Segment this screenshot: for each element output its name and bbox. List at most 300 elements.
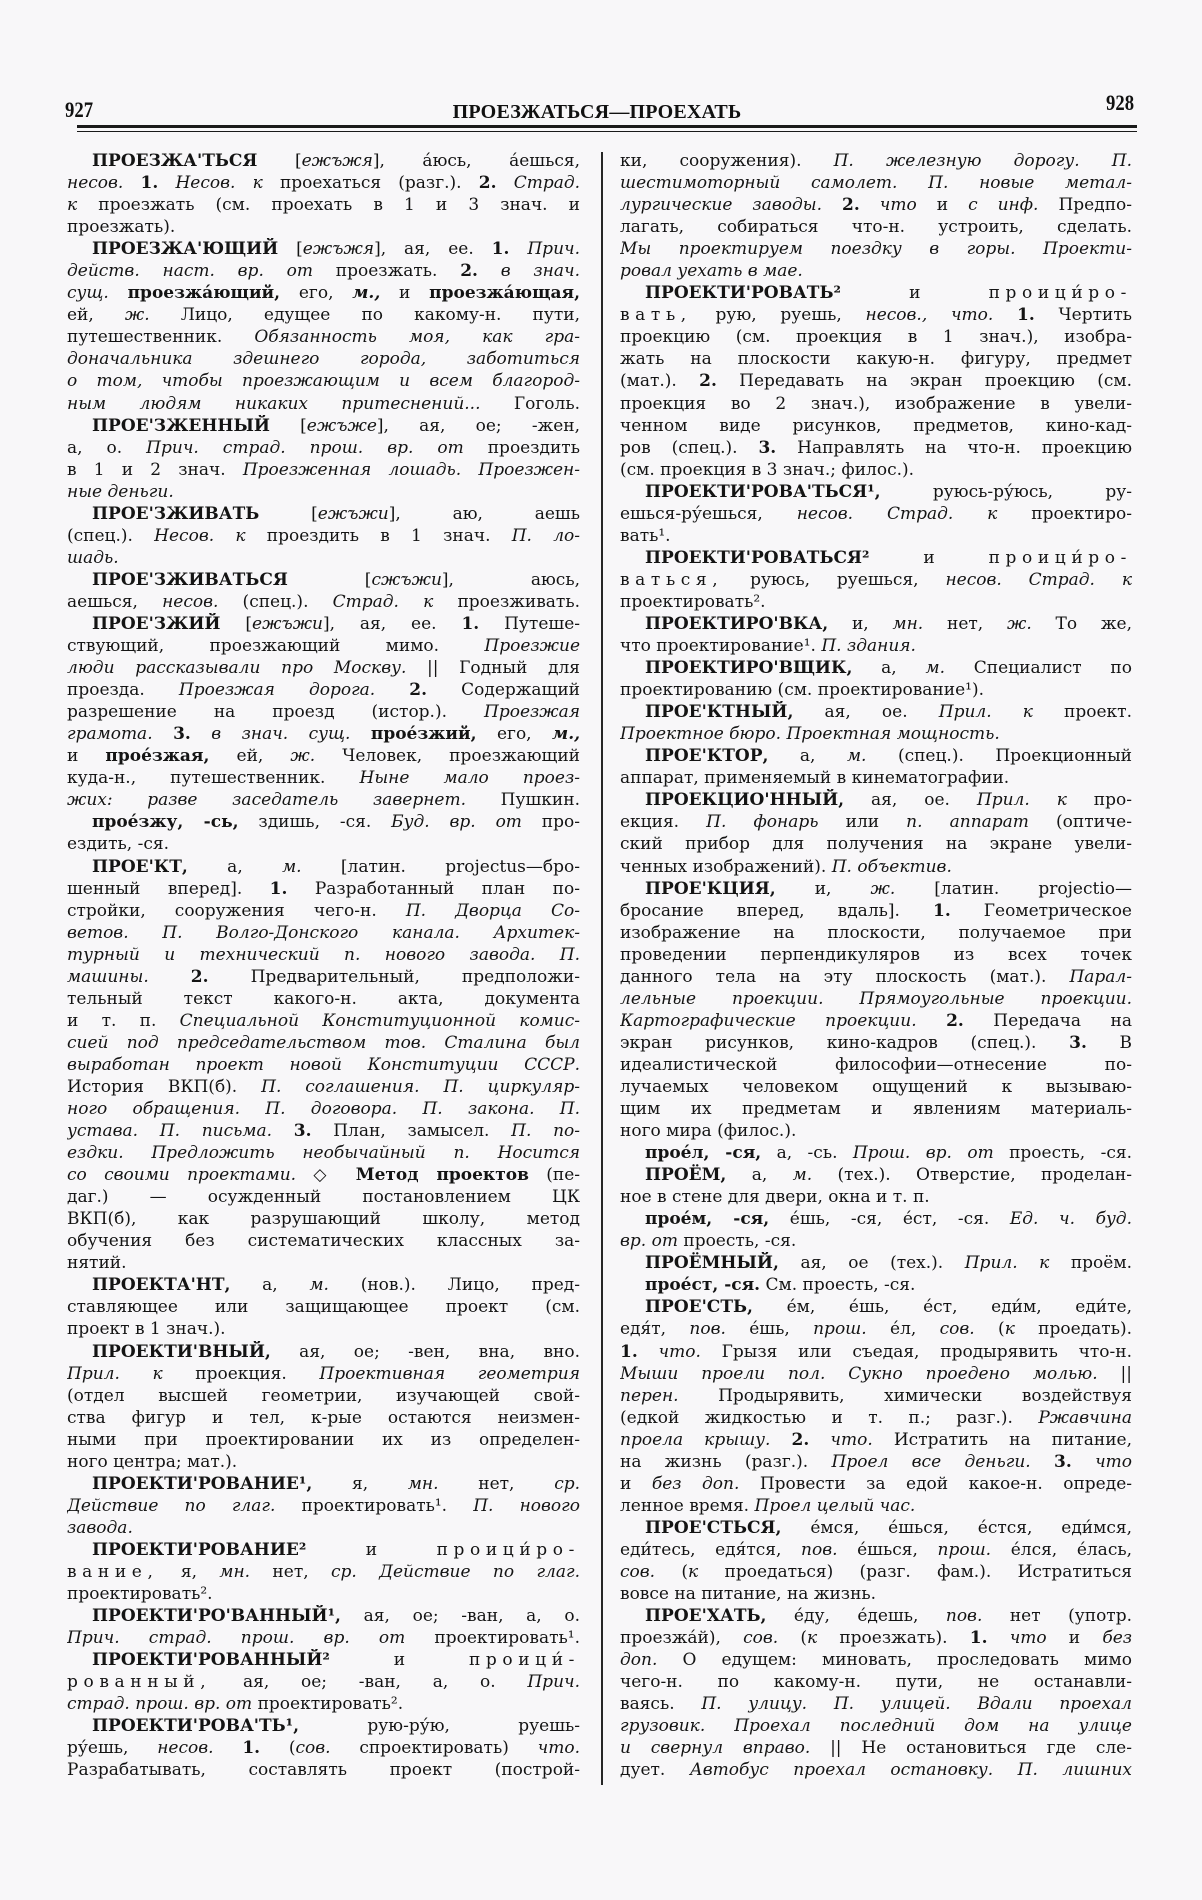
text-run: проектировать².	[620, 591, 766, 612]
text-run: проекция.	[162, 1363, 320, 1384]
text-run: Разрабатывать, составлять проект (построй-	[67, 1760, 580, 1781]
text-run	[638, 1342, 659, 1362]
italic-text-run: Страд.	[513, 173, 580, 194]
text-run: и т. п.	[67, 1010, 180, 1031]
entry-first-line	[620, 613, 1132, 635]
italic-text-run: Несов. к	[154, 525, 246, 546]
text-line	[67, 1252, 580, 1274]
spaced-text-run: проици́ро-	[988, 283, 1132, 304]
text-run: или	[818, 812, 907, 833]
text-run: ное в стене для двери, окна и т. п.	[620, 1187, 930, 1208]
column-divider	[601, 152, 603, 1785]
text-line	[67, 723, 580, 745]
bold-text-run: ПРОЕКТИ'РОВА'ТЬ¹,	[92, 1716, 300, 1737]
italic-text-run: о том, чтобы проезжающим и всем благород-	[67, 371, 580, 392]
text-run: Чертить	[1034, 305, 1132, 326]
text-run: лагать, собираться что-н. устроить, сделать.	[620, 217, 1132, 238]
text-run: Путеше-	[479, 613, 580, 634]
italic-text-run: сов.	[295, 1738, 331, 1759]
text-run: ||	[1097, 1363, 1132, 1384]
text-run: ру́ешь,	[67, 1738, 158, 1759]
italic-text-run: грамота.	[67, 724, 153, 745]
text-run: а, о.	[67, 437, 147, 458]
entry-first-line	[620, 878, 1132, 900]
text-run: проезжа́й),	[620, 1628, 744, 1649]
text-line	[620, 1407, 1132, 1429]
entry-first-line	[67, 503, 580, 525]
italic-text-run: П. нового	[473, 1495, 580, 1516]
left-page-number: 927	[65, 97, 94, 122]
text-line	[67, 900, 580, 922]
spaced-text-run: рованный,	[67, 1672, 212, 1693]
text-run: ствующий, проезжающий мимо.	[67, 636, 485, 657]
bold-text-run: 1.	[269, 878, 288, 899]
entry-first-line	[67, 1539, 580, 1561]
text-run: проекцию (см. проекция в 1 знач.), изобра-	[620, 327, 1132, 348]
italic-text-run: Проел все деньги.	[831, 1451, 1031, 1472]
italic-text-run: мн.	[892, 613, 924, 634]
text-line	[67, 1120, 580, 1142]
entry-first-line	[620, 1252, 1132, 1274]
italic-text-run: прош.	[937, 1539, 992, 1560]
text-line	[620, 393, 1132, 415]
spaced-text-run: проици́ро-	[436, 1539, 580, 1560]
italic-text-run: Проективная геометрия	[319, 1363, 580, 1384]
text-run: || Годный для	[406, 658, 580, 679]
text-line	[67, 657, 580, 679]
text-run: аешься,	[67, 591, 163, 612]
italic-text-run: ного обращения. П. договора. П. закона. П.	[67, 1099, 580, 1120]
text-run: проектированию (см. проектирование¹).	[620, 680, 985, 701]
spaced-text-run: проици́-	[468, 1650, 580, 1671]
text-line	[67, 1054, 580, 1076]
text-line	[67, 1164, 580, 1186]
italic-text-run: ежъжя	[301, 151, 373, 171]
entry-first-line	[67, 415, 580, 437]
entry-first-line	[67, 569, 580, 591]
text-run: его,	[476, 724, 553, 745]
text-run: ], а́юсь, а́ешься,	[372, 151, 580, 171]
bold-text-run: 1.	[1017, 305, 1035, 326]
text-run: ая, ое.	[793, 702, 939, 723]
italic-text-run: Прош. вр. от	[852, 1143, 994, 1164]
text-run: проездить в 1 знач.	[245, 525, 512, 546]
bold-text-run: ПРОЁМНЫЙ,	[645, 1253, 779, 1274]
text-run: проезжать (см. проехать в 1 и 3 знач. и	[77, 195, 580, 216]
text-run: проезжать).	[817, 1628, 970, 1649]
text-run: проезда.	[67, 680, 179, 701]
text-line	[620, 1737, 1132, 1759]
text-run	[214, 1738, 243, 1758]
italic-text-run: сией под председательством тов. Сталина был	[67, 1032, 580, 1053]
text-run: Провести за едой какое-н. опреде-	[739, 1473, 1132, 1494]
italic-text-run: п. аппарат	[906, 812, 1029, 833]
text-run: е́мся, е́шься, е́стся, еди́мся,	[781, 1517, 1132, 1538]
italic-text-run: с инф.	[968, 195, 1039, 216]
italic-text-run: машины.	[67, 966, 149, 987]
text-line	[67, 1230, 580, 1252]
bold-text-run: ПРОЕКТИ'РОВАТЬСЯ²	[645, 547, 870, 568]
text-run: шенный вперед].	[67, 878, 270, 899]
text-run: проектиро-	[997, 503, 1132, 524]
bold-text-run: 2.	[460, 261, 478, 282]
italic-text-run: сов.	[620, 1562, 656, 1582]
bold-text-run: проезжа́ющая,	[429, 283, 580, 304]
text-run: [	[257, 151, 302, 171]
text-line	[620, 1473, 1132, 1495]
text-run: я,	[158, 1562, 220, 1582]
italic-text-run: в знач.	[500, 261, 580, 282]
bold-text-run: проезжа́ющий,	[127, 283, 281, 304]
bold-text-run: прое́л, -ся,	[645, 1143, 762, 1164]
italic-text-run: перен.	[620, 1385, 679, 1406]
text-run: Истратить на питание,	[872, 1429, 1132, 1450]
italic-text-run: несов., что.	[865, 305, 994, 326]
text-line	[67, 1407, 580, 1429]
italic-text-run: Ныне мало проез-	[359, 768, 580, 789]
italic-text-run: сов.	[939, 1319, 975, 1340]
text-line	[620, 216, 1132, 238]
italic-text-run: Прил. к	[67, 1363, 163, 1384]
italic-text-run: Действие по глаг.	[67, 1495, 276, 1516]
text-line	[67, 1363, 580, 1385]
text-run: рую-ру́ю, руешь-	[299, 1716, 580, 1737]
italic-text-run: устава. П. письма.	[67, 1121, 273, 1142]
bold-text-run: 2.	[409, 680, 428, 701]
italic-text-run: к	[67, 195, 78, 216]
text-run: тельный текст какого-н. акта, документа	[67, 988, 580, 1009]
entry-first-line	[67, 856, 580, 878]
text-run: (спец.). Проекционный	[866, 746, 1132, 767]
text-line	[67, 216, 580, 238]
italic-text-run: Проезжая	[484, 702, 580, 723]
italic-text-run: шадь.	[67, 547, 119, 568]
italic-text-run: что	[1009, 1628, 1047, 1649]
text-line	[67, 1627, 580, 1649]
text-run: ая, ое.	[844, 790, 977, 811]
text-line	[67, 172, 580, 194]
bold-text-run: 2.	[791, 1429, 810, 1450]
entry-first-line	[620, 1274, 1132, 1296]
text-run: (спец.).	[218, 591, 333, 612]
text-run: жать на плоскости какую-н. фигуру, предмет	[620, 349, 1132, 370]
text-run: ], аюсь,	[441, 569, 580, 590]
text-run: ], ая, ое; -жен,	[376, 415, 580, 436]
text-line	[67, 1186, 580, 1208]
bold-text-run: ПРОЕКЦИО'ННЫЙ,	[645, 790, 845, 811]
entry-first-line	[67, 150, 580, 172]
text-run: [	[278, 239, 303, 260]
text-run: едя́т,	[620, 1319, 690, 1340]
text-run: е́шься,	[837, 1539, 938, 1560]
text-line	[620, 1032, 1132, 1054]
text-line	[67, 1759, 580, 1781]
italic-text-run: П. ло-	[511, 525, 580, 546]
text-run: Направлять на что-н. проекцию	[776, 437, 1132, 458]
text-line	[67, 547, 580, 569]
text-run: ], ая, ее.	[374, 239, 492, 260]
bold-text-run: ПРОЕ'КТОР,	[645, 746, 769, 767]
italic-text-run: сов.	[743, 1628, 779, 1649]
text-run: (см. проекция в 3 знач.; филос.).	[620, 459, 915, 480]
italic-text-run: Прил. к	[938, 702, 1033, 723]
italic-text-run: П. фонарь	[706, 812, 819, 833]
italic-text-run: ные деньги.	[67, 481, 174, 502]
text-line	[620, 1230, 1132, 1252]
italic-text-run: Ржавчина	[1038, 1407, 1132, 1428]
text-line	[67, 1098, 580, 1120]
text-run: (едкой жидкостью и т. п.; разг.).	[620, 1407, 1039, 1428]
text-run: (отдел высшей геометрии, изучающей свой-	[67, 1385, 580, 1406]
italic-text-run: Картографические проекции.	[620, 1010, 917, 1031]
text-run	[770, 1430, 791, 1450]
entry-first-line	[620, 1517, 1132, 1539]
entry-first-line	[620, 481, 1132, 503]
text-run: проедать).	[1014, 1319, 1132, 1340]
italic-text-run: к	[1004, 1319, 1015, 1340]
text-run: и	[380, 283, 430, 304]
italic-text-run: ежъжи	[317, 503, 389, 524]
bold-text-run: 1.	[140, 173, 159, 194]
italic-text-run: проела крышу.	[620, 1429, 771, 1450]
text-run: [	[220, 613, 253, 634]
italic-text-run: Прич. страд. прош. вр. от	[67, 1628, 406, 1649]
text-line	[620, 525, 1132, 547]
italic-text-run: ср. Действие по глаг.	[331, 1562, 580, 1582]
italic-text-run: П. улицу. П. улицей. Вдали проехал	[701, 1694, 1132, 1715]
text-run: путешественник.	[67, 327, 255, 348]
text-run: проект в 1 знач.).	[67, 1319, 226, 1340]
italic-text-run: к	[806, 1628, 818, 1649]
bold-text-run: ПРОЕКТИРО'ВЩИК,	[645, 658, 853, 679]
text-run: и	[329, 1650, 469, 1671]
text-run: аппарат, применяемый в кинематографии.	[620, 768, 1010, 789]
italic-text-run: м.	[925, 658, 945, 679]
italic-text-run: что.	[830, 1429, 873, 1450]
text-line	[620, 1054, 1132, 1076]
bold-text-run: прое́зжу, -сь,	[92, 812, 239, 833]
entry-first-line	[620, 1142, 1132, 1164]
text-line	[620, 1318, 1132, 1340]
text-line	[67, 1296, 580, 1318]
text-run: ая, ое; -ван, а, о.	[211, 1672, 528, 1693]
text-run: е́шь, -ся, е́ст, -ся.	[769, 1209, 1010, 1230]
text-line	[620, 348, 1132, 370]
text-run: разрешение на проезд (истор.).	[67, 702, 484, 723]
bold-text-run: 1.	[969, 1628, 988, 1649]
text-run: а,	[726, 1165, 793, 1186]
italic-text-run: Обязанность моя, как гра-	[254, 327, 580, 348]
italic-text-run: П. железную дорогу. П.	[833, 151, 1132, 171]
text-run	[809, 1430, 830, 1450]
text-line	[67, 194, 580, 216]
italic-text-run: что.	[658, 1341, 701, 1362]
bold-text-run: ПРОЕ'ЗЖЕННЫЙ	[92, 415, 270, 436]
text-line	[620, 635, 1132, 657]
text-line	[620, 966, 1132, 988]
bold-text-run: ПРОЕ'СТЬСЯ,	[645, 1517, 782, 1538]
italic-text-run: сжъжи	[371, 569, 442, 590]
text-run: ленное время.	[620, 1495, 755, 1516]
text-run: [латин. projectus—бро-	[301, 856, 580, 877]
spaced-text-run: вание,	[67, 1562, 159, 1582]
bold-text-run: прое́м, -ся,	[645, 1209, 770, 1230]
italic-text-run: ж.	[870, 878, 896, 899]
text-line	[620, 1539, 1132, 1561]
text-run: Специалист по	[945, 658, 1132, 679]
text-run: ей,	[67, 305, 125, 326]
text-line	[620, 1561, 1132, 1583]
bold-text-run: ПРОЕ'КЦИЯ,	[645, 878, 776, 899]
text-run: вать¹.	[620, 525, 671, 546]
entry-first-line	[67, 1605, 580, 1627]
text-line	[67, 789, 580, 811]
text-line	[620, 194, 1132, 216]
text-line	[67, 370, 580, 392]
entry-first-line	[620, 1296, 1132, 1318]
text-run: проездить	[463, 437, 580, 458]
text-run: То же,	[1031, 613, 1132, 634]
italic-text-run: м.	[846, 746, 867, 767]
text-line	[67, 304, 580, 326]
italic-text-run: Прич.	[527, 1672, 580, 1693]
text-run: е́м, е́шь, е́ст, еди́м, еди́те,	[752, 1297, 1132, 1318]
bold-text-run: ПРОЕ'КТ,	[92, 856, 188, 877]
text-line	[620, 1363, 1132, 1385]
text-run: ский прибор для получения на экране увели-	[620, 834, 1132, 855]
text-run: щим их предметам и явлениям материаль-	[620, 1099, 1132, 1120]
bold-text-run: ПРОЕЗЖА'ТЬСЯ	[92, 151, 258, 171]
bold-text-run: 1.	[620, 1341, 638, 1362]
text-line	[620, 238, 1132, 260]
text-run: и	[306, 1539, 437, 1560]
text-run	[149, 967, 191, 987]
text-line	[67, 459, 580, 481]
italic-text-run: и свернул вправо.	[620, 1738, 811, 1759]
bold-text-run: ПРОЕКТИ'РО'ВАННЫЙ¹,	[92, 1606, 341, 1627]
italic-text-run: ж.	[290, 746, 316, 767]
text-run	[158, 173, 175, 193]
italic-text-run: ж.	[124, 305, 150, 326]
bold-text-run: 1.	[461, 613, 480, 634]
entry-first-line	[67, 811, 580, 833]
text-run: лучаемых человеком ощущений к вызываю-	[620, 1076, 1132, 1097]
italic-text-run: что.	[537, 1738, 580, 1759]
italic-text-run: завода.	[67, 1517, 133, 1538]
text-line	[620, 591, 1132, 613]
italic-text-run: Специальной Конституционной комис-	[179, 1010, 580, 1031]
text-run: [	[269, 415, 307, 436]
text-run	[509, 239, 527, 259]
text-run: В	[1086, 1032, 1132, 1053]
entry-first-line	[620, 701, 1132, 723]
italic-text-run: мн.	[407, 1473, 439, 1494]
bold-text-run: 2.	[946, 1010, 964, 1031]
bold-italic-text-run: м.,	[552, 724, 580, 745]
italic-text-run: несов.	[67, 173, 124, 194]
italic-text-run: действ. наст. вр. от	[67, 261, 313, 282]
entry-first-line	[67, 1715, 580, 1737]
text-run: Предпо-	[1038, 195, 1132, 216]
italic-text-run: Автобус проехал остановку. П. лишних	[689, 1760, 1132, 1781]
text-run: проём.	[1049, 1253, 1132, 1274]
text-run	[109, 283, 128, 303]
bold-text-run: ПРОЕКТИ'РОВАТЬ²	[645, 283, 841, 304]
text-run: на жизнь (разг.).	[620, 1451, 832, 1472]
italic-text-run: Несов. к	[175, 173, 263, 194]
text-run: нет,	[250, 1562, 331, 1582]
text-run: и	[1046, 1628, 1103, 1649]
entry-first-line	[620, 282, 1132, 304]
text-run: Грызя или съедая, продырявить что-н.	[700, 1341, 1132, 1362]
text-line	[620, 172, 1132, 194]
italic-text-run: несов. Страд. к	[945, 569, 1132, 590]
text-run: проедаться) (разг. фам.). Истратиться	[698, 1562, 1132, 1582]
text-line	[67, 591, 580, 613]
italic-text-run: П. по-	[511, 1121, 580, 1142]
text-run: ставляющее или защищающее проект (см.	[67, 1297, 580, 1318]
italic-text-run: Проезженная лошадь. Проезжен-	[242, 459, 580, 480]
text-run: ства фигур и тел, к-рые остаются неизмен-	[67, 1407, 580, 1428]
italic-text-run: Мы проектируем поездку в горы. Проекти-	[620, 239, 1132, 260]
text-run	[917, 1011, 946, 1031]
bold-text-run: 3.	[1069, 1032, 1087, 1053]
text-run: О едущем: миновать, проследовать мимо	[657, 1650, 1132, 1671]
spaced-text-run: вать,	[620, 305, 692, 326]
text-run: его,	[280, 283, 353, 304]
italic-text-run: ежъже	[306, 415, 377, 436]
text-run	[123, 173, 140, 193]
text-line	[620, 503, 1132, 525]
bold-text-run: 2.	[478, 173, 497, 194]
italic-text-run: страд. прош. вр. от	[67, 1694, 253, 1715]
text-line	[620, 260, 1132, 282]
entry-first-line	[620, 1164, 1132, 1186]
italic-text-run: несов.	[157, 1738, 214, 1759]
text-run: ], аю, аешь	[388, 503, 580, 524]
text-run: я,	[312, 1473, 408, 1494]
bold-text-run: ПРОЕКТИ'ВНЫЙ,	[92, 1341, 271, 1362]
text-run: и	[620, 1473, 652, 1494]
text-line	[620, 1120, 1132, 1142]
italic-text-run: П. здания.	[821, 636, 916, 657]
text-run: ешься-ру́ешься,	[620, 503, 797, 524]
text-line	[67, 1517, 580, 1539]
text-line	[620, 1385, 1132, 1407]
text-run: и	[840, 283, 989, 304]
text-line	[620, 679, 1132, 701]
bold-text-run: 1.	[932, 900, 951, 921]
right-column	[620, 150, 1132, 1781]
bold-text-run: ПРОЁМ,	[645, 1165, 727, 1186]
text-run: нет (употр.	[982, 1606, 1132, 1627]
text-run: проектировать².	[67, 1584, 213, 1605]
text-line	[67, 525, 580, 547]
text-line	[620, 1671, 1132, 1693]
bold-text-run: ПРОЕКТИ'РОВАННЫЙ²	[92, 1650, 330, 1671]
text-line	[620, 1429, 1132, 1451]
text-line	[67, 1737, 580, 1759]
text-run: чего-н. по какому-н. пути, не останавли-	[620, 1672, 1132, 1693]
entry-first-line	[67, 1649, 580, 1671]
text-line	[620, 326, 1132, 348]
text-line	[67, 481, 580, 503]
italic-text-run: прош.	[813, 1319, 867, 1340]
text-run: Содержащий	[427, 680, 580, 701]
text-line	[67, 1076, 580, 1098]
text-run	[1072, 1452, 1095, 1472]
entry-first-line	[620, 745, 1132, 767]
